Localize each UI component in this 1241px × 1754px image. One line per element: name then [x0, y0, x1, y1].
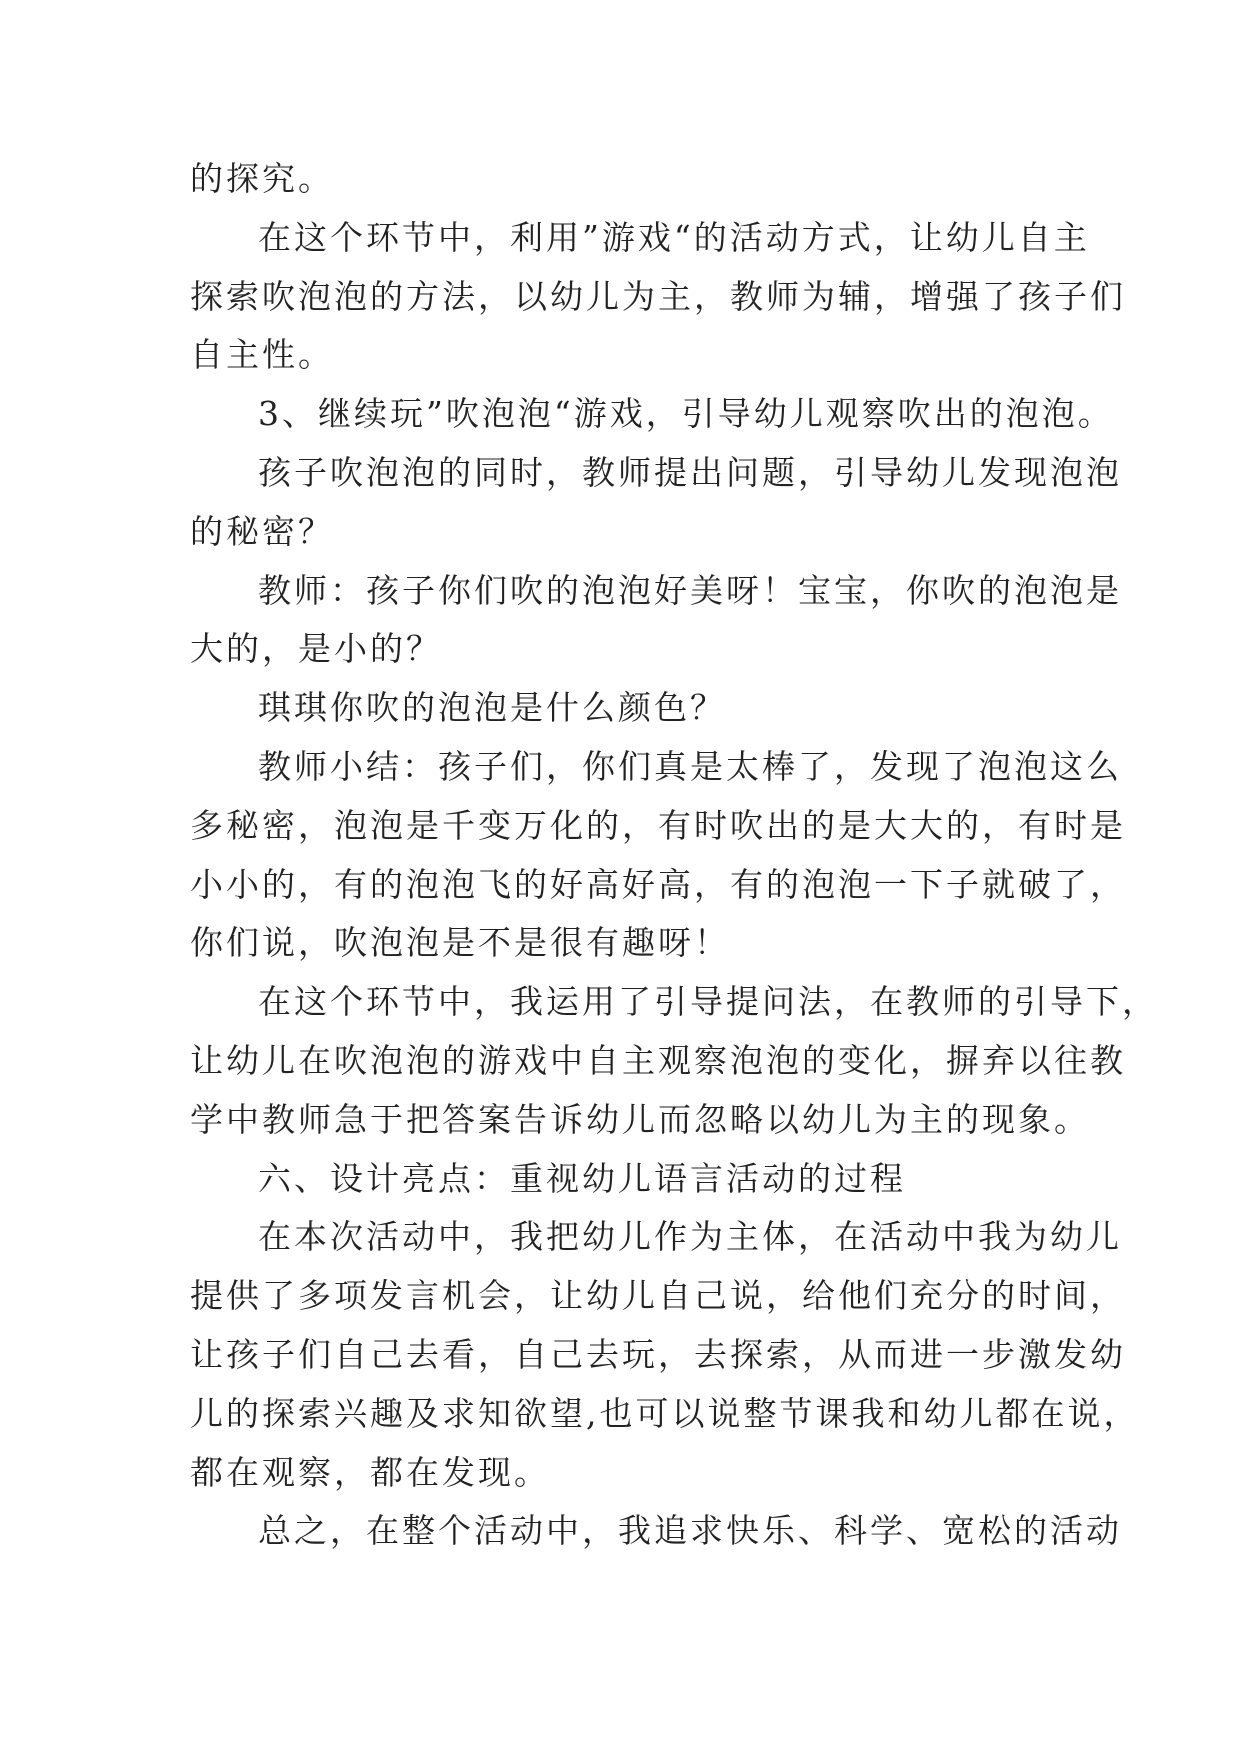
paragraph-first-line: 在这个环节中，我运用了引导提问法，在教师的引导下， — [258, 982, 1158, 1022]
section-step-3: 3、继续玩”吹泡泡“游戏，引导幼儿观察吹出的泡泡。 — [258, 394, 1114, 434]
text-line: 的秘密？ — [190, 511, 334, 551]
text-line: 儿的探索兴趣及求知欲望,也可以说整节课我和幼儿都在说， — [190, 1393, 1140, 1433]
paragraph-first-line: 总之，在整个活动中，我追求快乐、科学、宽松的活动 — [258, 1511, 1122, 1551]
text-line: 自主性。 — [190, 335, 334, 375]
section-heading-6: 六、设计亮点：重视幼儿语言活动的过程 — [258, 1158, 906, 1198]
text-line: 探索吹泡泡的方法，以幼儿为主，教师为辅，增强了孩子们 — [190, 276, 1126, 316]
text-line: 学中教师急于把答案告诉幼儿而忽略以幼儿为主的现象。 — [190, 1099, 1090, 1139]
teacher-dialogue: 教师：孩子你们吹的泡泡好美呀！宝宝，你吹的泡泡是 — [258, 570, 1122, 610]
text-line: 的探究。 — [190, 159, 334, 198]
paragraph-first-line: 孩子吹泡泡的同时，教师提出问题，引导幼儿发现泡泡 — [258, 452, 1122, 492]
body-text — [190, 150, 1158, 1561]
text-line: 让孩子们自己去看，自己去玩，去探索，从而进一步激发幼 — [190, 1334, 1126, 1374]
text-line: 小小的，有的泡泡飞的好高好高，有的泡泡一下子就破了， — [190, 864, 1126, 904]
text-line: 都在观察，都在发现。 — [190, 1452, 550, 1492]
paragraph-first-line: 在本次活动中，我把幼儿作为主体，在活动中我为幼儿 — [258, 1217, 1122, 1257]
paragraph-first-line: 在这个环节中，利用”游戏“的活动方式，让幼儿自主 — [258, 217, 1090, 257]
teacher-dialogue: 琪琪你吹的泡泡是什么颜色？ — [258, 688, 726, 728]
text-line: 大的，是小的？ — [190, 629, 442, 669]
text-line: 提供了多项发言机会，让幼儿自己说，给他们充分的时间， — [190, 1276, 1126, 1316]
text-line: 让幼儿在吹泡泡的游戏中自主观察泡泡的变化，摒弃以往教 — [190, 1040, 1126, 1080]
text-line: 你们说，吹泡泡是不是很有趣呀！ — [190, 923, 730, 963]
teacher-summary: 教师小结：孩子们，你们真是太棒了，发现了泡泡这么 — [258, 746, 1122, 786]
text-line: 多秘密，泡泡是千变万化的，有时吹出的是大大的，有时是 — [190, 805, 1126, 845]
